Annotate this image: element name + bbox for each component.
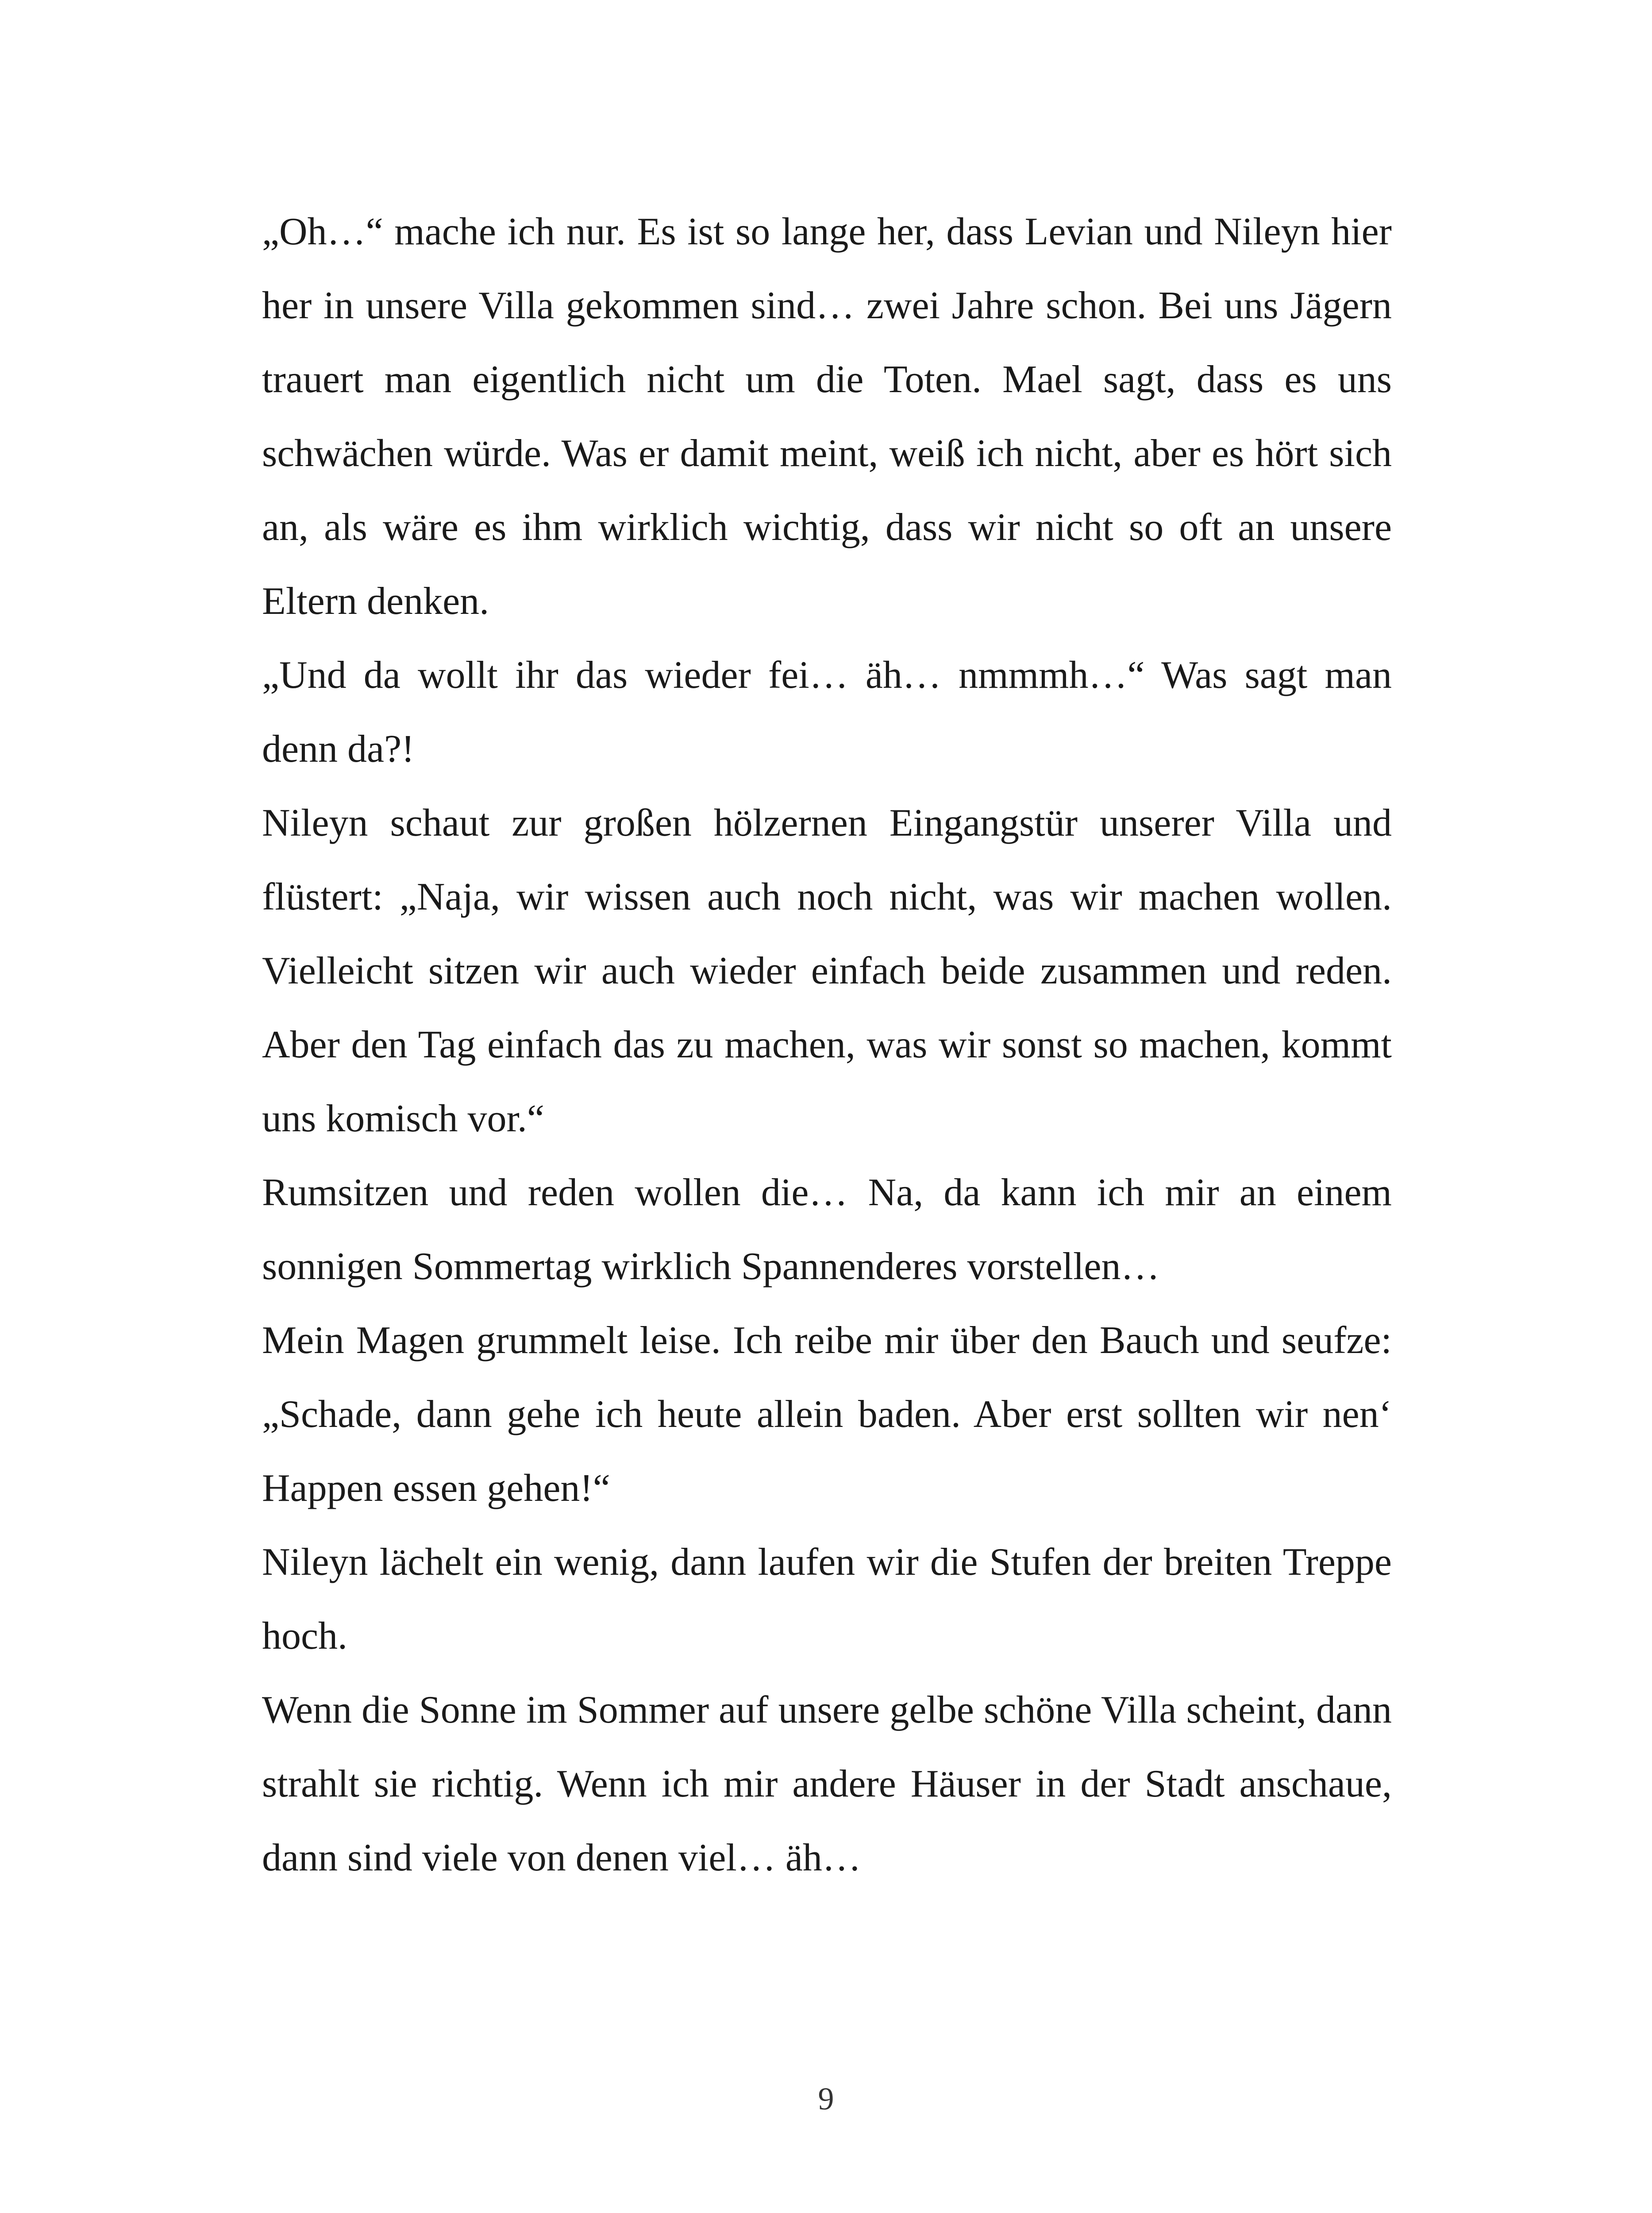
page-number: 9 bbox=[818, 2081, 834, 2117]
paragraph-2: „Und da wollt ihr das wieder fei… äh… nmmmh…“ Was sagt man denn da?! bbox=[262, 654, 1392, 771]
paragraph-3: Nileyn schaut zur großen hölzernen Eingangstür unserer Villa und flüstert: „Naja, wir wissen auch noch nicht, was wir machen wollen. Vielleicht sitzen wir auch wieder einfach beide zusammen und reden. Aber den Tag einfach das zu machen, was wir sonst so machen, kommt uns komisch vor.“ bbox=[262, 802, 1392, 1140]
paragraph-5: Mein Magen grummelt leise. Ich reibe mir über den Bauch und seufze: „Schade, dann gehe ich heute allein baden. Aber erst sollten wir nen‘ Happen essen gehen!“ bbox=[262, 1319, 1392, 1510]
paragraph-6: Nileyn lächelt ein wenig, dann laufen wir die Stufen der breiten Treppe hoch. bbox=[262, 1541, 1392, 1658]
paragraph-1: „Oh…“ mache ich nur. Es ist so lange her, dass Levian und Nileyn hier her in unsere Villa gekommen sind… zwei Jahre schon. Bei uns Jägern trauert man eigentlich nicht um die Toten. Mael sagt, dass es uns schwächen würde. Was er damit meint, weiß ich nicht, aber es hört sich an, als wäre es ihm wirklich wichtig, dass wir nicht so oft an unsere Eltern denken. bbox=[262, 210, 1392, 623]
paragraph-7: Wenn die Sonne im Sommer auf unsere gelbe schöne Villa scheint, dann strahlt sie richtig. Wenn ich mir andere Häuser in der Stadt anschaue, dann sind viele von denen viel… äh… bbox=[262, 1689, 1392, 1879]
body-text bbox=[262, 195, 1392, 1895]
paragraph-4: Rumsitzen und reden wollen die… Na, da kann ich mir an einem sonnigen Sommertag wirklich Spannenderes vorstellen… bbox=[262, 1171, 1392, 1288]
